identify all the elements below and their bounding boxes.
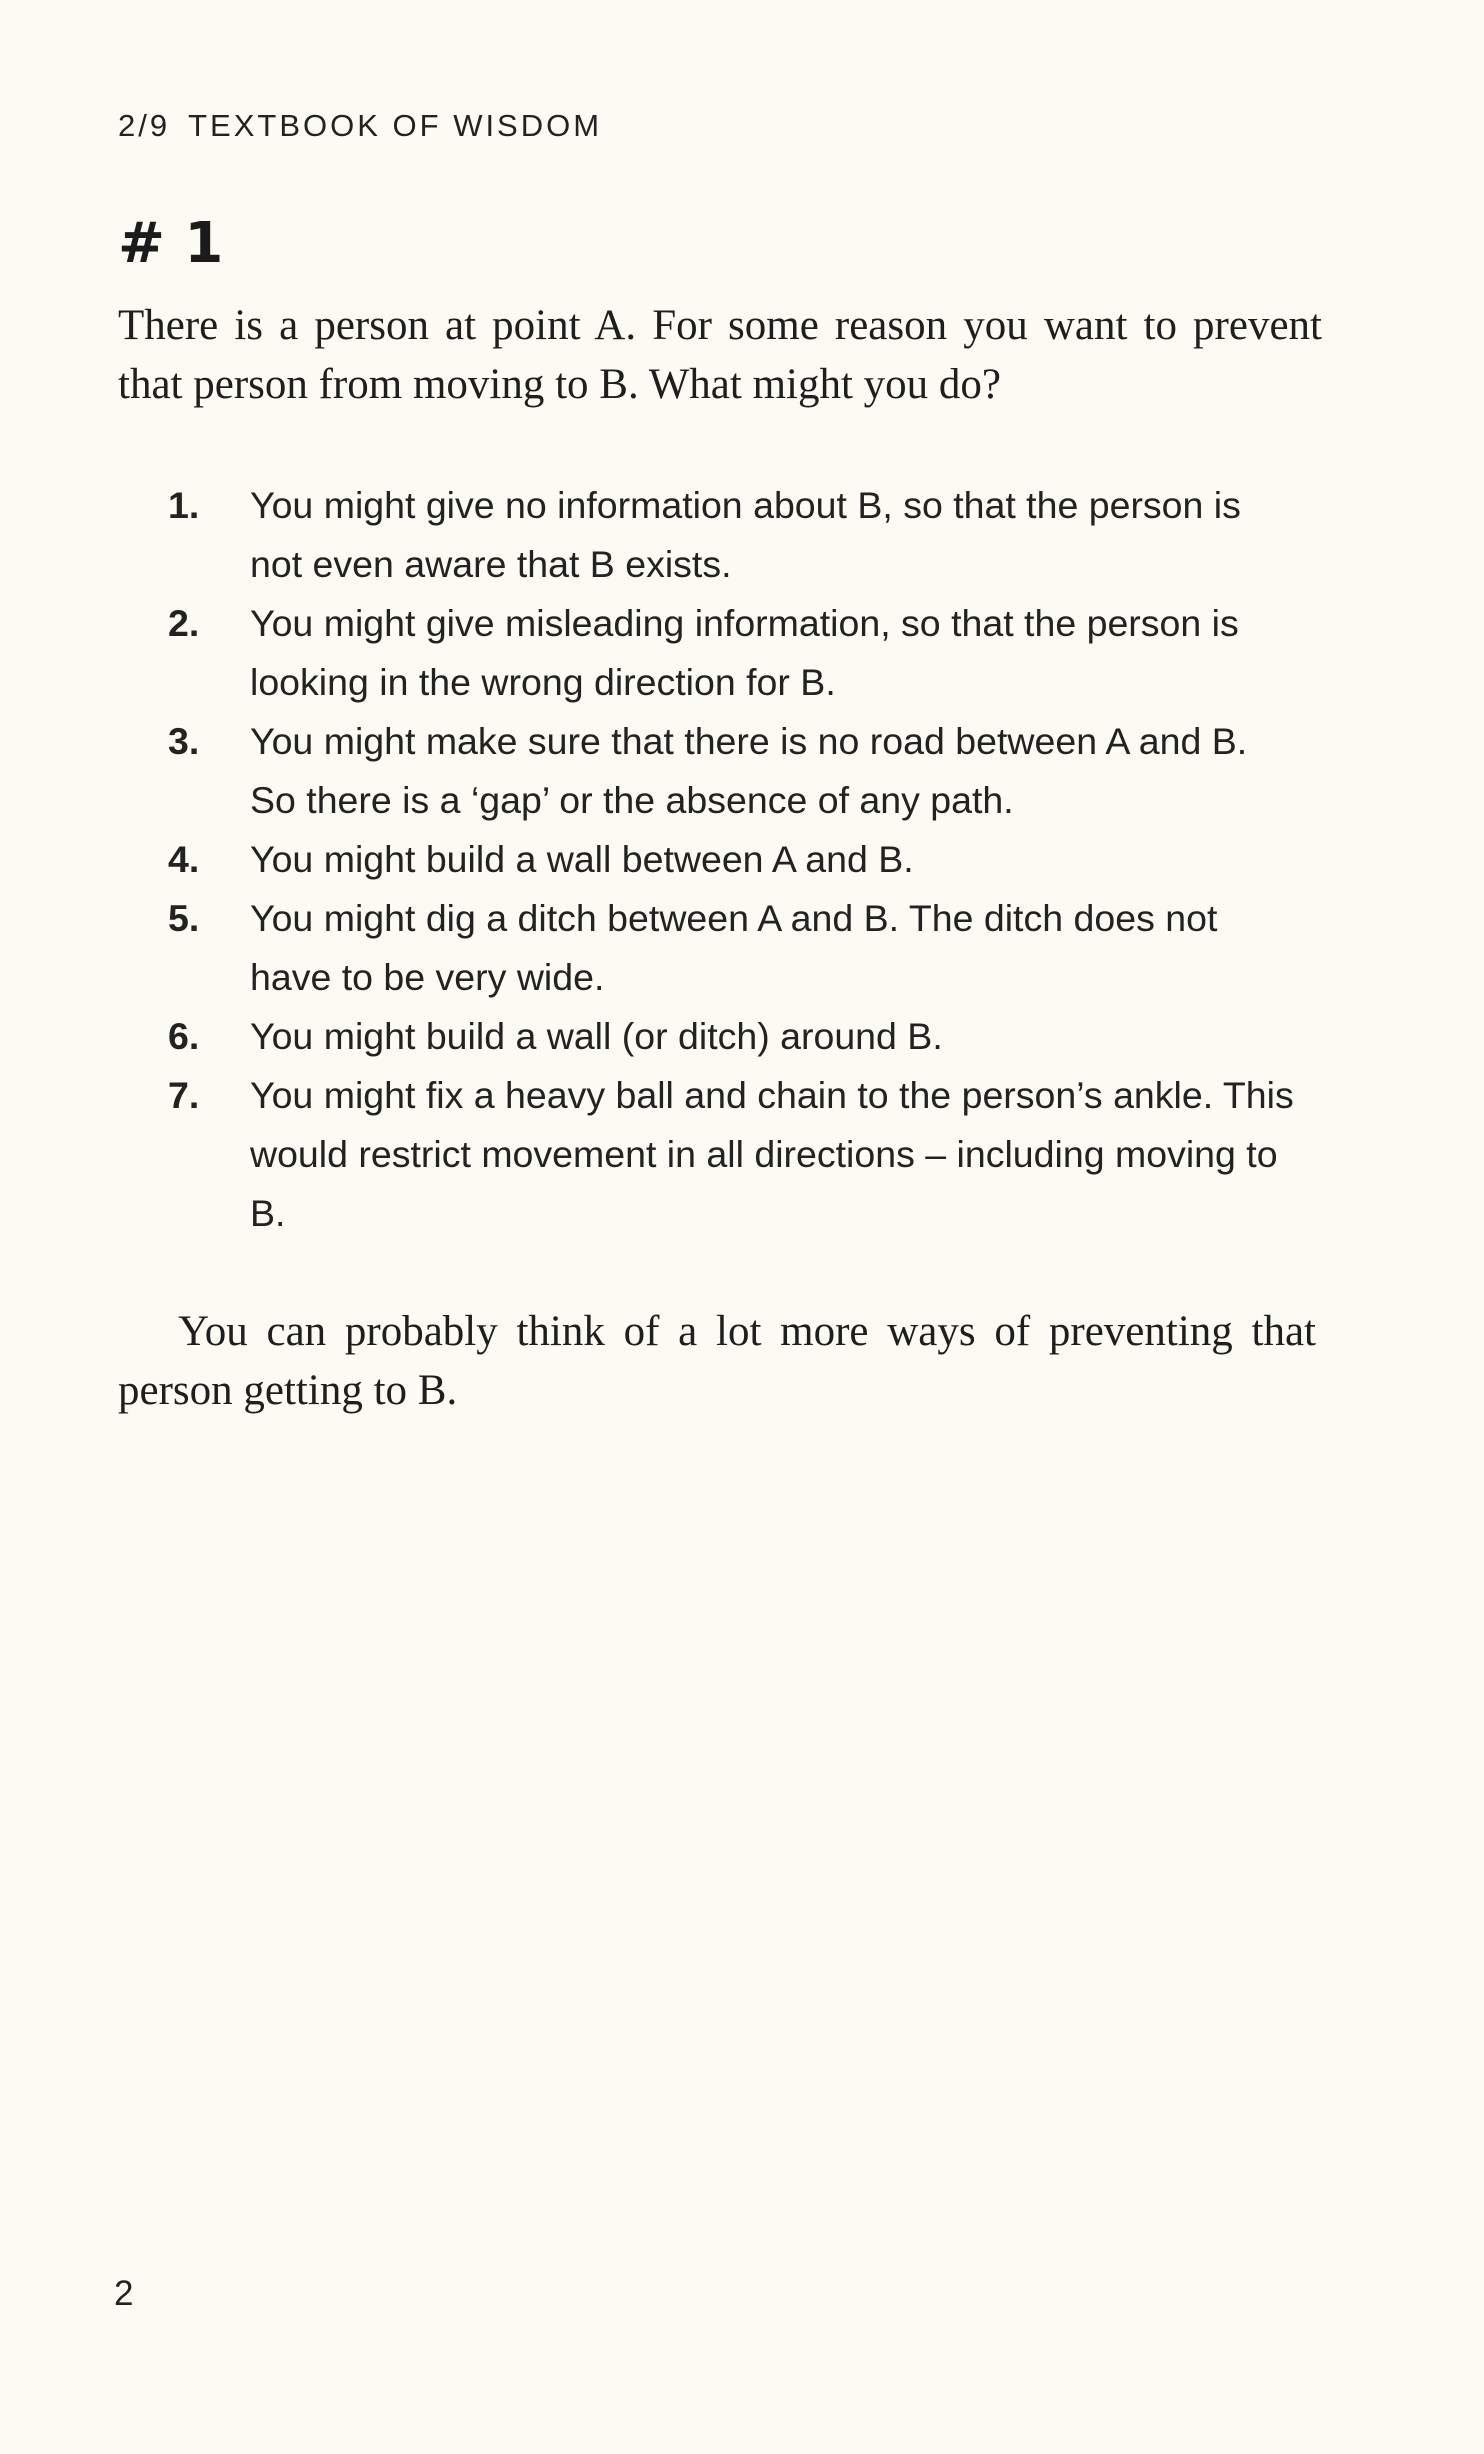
running-head-book-title: TEXTBOOK OF WISDOM [188,108,603,143]
list-item-number: 1. [168,484,200,526]
running-head [118,108,602,144]
list-item-text: You might dig a ditch between A and B. The ditch does not have to be very wide. [250,897,1218,998]
list-item [168,476,1298,594]
list-item [168,1007,1298,1066]
list-item [168,594,1298,712]
list-item-number: 3. [168,720,200,762]
list-item-number: 2. [168,602,200,644]
running-head-folio-code: 2/9 [118,108,171,143]
list-item-text: You might fix a heavy ball and chain to the person’s ankle. This would restrict movement in all directions – including moving to B. [250,1074,1294,1234]
list-item-number: 4. [168,838,200,880]
list-item-text: You might build a wall (or ditch) around B. [250,1015,943,1057]
list-item-text: You might make sure that there is no road between A and B. So there is a ‘gap’ or the absence of any path. [250,720,1248,821]
list-item-number: 7. [168,1074,200,1116]
section-heading: # 1 [118,211,224,276]
closing-paragraph: You can probably think of a lot more ways of preventing that person getting to B. [118,1308,1316,1414]
list-item [168,889,1298,1007]
list-item [168,830,1298,889]
list-item [168,712,1298,830]
list-item-text: You might give misleading information, so that the person is looking in the wrong direction for B. [250,602,1239,703]
list-item-text: You might build a wall between A and B. [250,838,914,880]
list-item-number: 5. [168,897,200,939]
list-item-text: You might give no information about B, so that the person is not even aware that B exists. [250,484,1241,585]
page-number: 2 [114,2274,134,2313]
list-item-number: 6. [168,1015,200,1057]
list-item [168,1066,1298,1243]
options-list [168,476,1298,1243]
intro-paragraph: There is a person at point A. For some reason you want to prevent that person from moving to B. What might you do? [118,302,1322,408]
